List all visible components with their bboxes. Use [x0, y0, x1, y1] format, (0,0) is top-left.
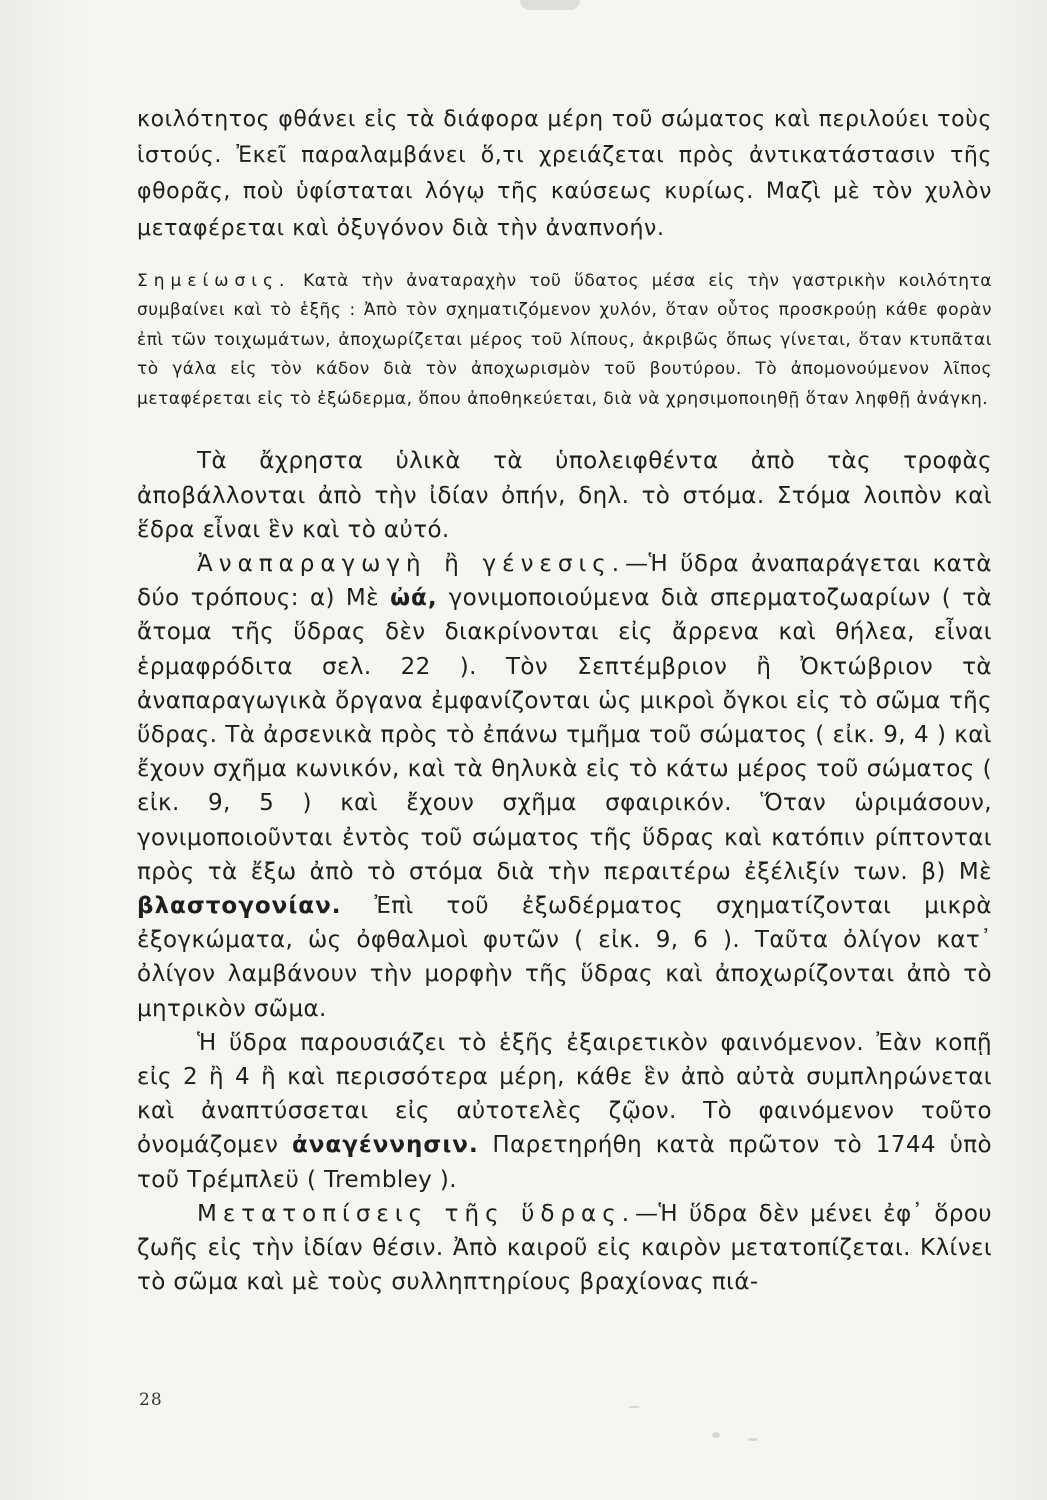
scan-smudge [712, 1432, 720, 1438]
page-number: 28 [139, 1390, 163, 1410]
regeneration-term: ἀναγέννησιν. [291, 1132, 479, 1159]
page-body [137, 102, 992, 1299]
note-text: Κατὰ τὴν ἀναταραχὴν τοῦ ὕδατος μέσα εἰς τὴν γαστρικὴν κοιλότητα συμβαίνει καὶ τὸ ἑξῆς : Ἀπὸ τὸν σχηματιζόμενον χυλόν, ὅταν οὗτος προσκρούῃ κάθε φορὰν ἐπὶ τῶν τοιχωμάτων, ἀποχωρίζεται μέρος τοῦ λίπους, ἀκριβῶς ὅπως γίνεται, ὅταν κτυπᾶται τὸ γάλα εἰς τὸν κάδον διὰ τὸν ἀποχωρισμὸν τοῦ βουτύρου. Τὸ ἀπομονούμενον λῖπος μεταφέρεται εἰς τὸ ἐξώδερμα, ὅπου ἀποθηκεύεται, διὰ νὰ χρησιμοποιηθῇ ὅταν ληφθῇ ἀνάγκη. [137, 270, 992, 409]
scan-smudge [748, 1438, 758, 1441]
scan-mark [520, 0, 580, 10]
reproduction-text-1: —Ἡ ὕδρα ἀναπαράγεται κατὰ δύο τρόπους: α) Μὲ [137, 550, 992, 612]
movement-text: —Ἡ ὕδρα δὲν μένει ἐφ᾽ ὅρου ζωῆς εἰς τὴν ἰδίαν θέσιν. Ἀπὸ καιροῦ εἰς καιρὸν μετατοπίζεται. Κλίνει τὸ σῶμα καὶ μὲ τοὺς συλληπτηρίους βραχίονας πιά- [137, 1200, 992, 1296]
scan-smudge [628, 1406, 640, 1408]
budding-term: βλαστογονίαν. [137, 892, 342, 919]
note-label: Σημείωσις. [137, 270, 291, 291]
note-paragraph [137, 267, 992, 415]
regeneration-text-2: Παρετηρήθη κατὰ πρῶτον τὸ 1744 ὑπὸ τοῦ Τρέμπλεϋ ( Trembley ). [137, 1132, 992, 1193]
reproduction-text-3: Ἐπὶ τοῦ ἐξωδέρματος σχηματίζονται μικρὰ ἐξογκώματα, ὡς ὀφθαλμοὶ φυτῶν ( εἰκ. 9, 6 ). Ταῦτα ὀλίγον κατ᾽ ὀλίγον λαμβάνουν τὴν μορφὴν τῆς ὕδρας καὶ ἀποχωρίζονται ἀπὸ τὸ μητρικὸν σῶμα. [137, 892, 992, 1022]
reproduction-heading: Ἀναπαραγωγὴ ἢ γένεσις. [197, 550, 626, 577]
movement-paragraph [137, 1197, 992, 1300]
regeneration-paragraph [137, 1026, 992, 1197]
movement-heading: Μετατοπίσεις τῆς ὕδρας. [197, 1200, 636, 1227]
paragraph-2: Τὰ ἄχρηστα ὑλικὰ τὰ ὑπολειφθέντα ἀπὸ τὰς τροφὰς ἀποβάλλονται ἀπὸ τὴν ἰδίαν ὀπήν, δηλ. τὸ στόμα. Στόμα λοιπὸν καὶ ἕδρα εἶναι ἓν καὶ τὸ αὐτό. [137, 448, 992, 543]
reproduction-paragraph [137, 547, 992, 1026]
regeneration-text-1: Ἡ ὕδρα παρουσιάζει τὸ ἑξῆς ἐξαιρετικὸν φαινόμενον. Ἐὰν κοπῇ εἰς 2 ἢ 4 ἢ καὶ περισσότερα μέρη, κάθε ἓν ἀπὸ αὐτὰ συμπληρώνεται καὶ ἀναπτύσσεται εἰς αὐτοτελὲς ζῷον. Τὸ φαινόμενον τοῦτο ὀνομάζομεν [137, 1029, 992, 1159]
reproduction-text-2: γονιμοποιούμενα διὰ σπερματοζωαρίων ( τὰ ἄτομα τῆς ὕδρας δὲν διακρίνονται εἰς ἄρρενα καὶ θήλεα, εἶναι ἑρμαφρόδιτα σελ. 22 ). Τὸν Σεπτέμβριον ἢ Ὀκτώβριον τὰ ἀναπαραγωγικὰ ὄργανα ἐμφανίζονται ὡς μικροὶ ὄγκοι εἰς τὸ σῶμα τῆς ὕδρας. Τὰ ἀρσενικὰ πρὸς τὸ ἐπάνω τμῆμα τοῦ σώματος ( εἰκ. 9, 4 ) καὶ ἔχουν σχῆμα κωνικόν, καὶ τὰ θηλυκὰ εἰς τὸ κάτω μέρος τοῦ σώματος ( εἰκ. 9, 5 ) καὶ ἔχουν σχῆμα σφαιρικόν. Ὅταν ὡριμάσουν, γονιμοποιοῦνται ἐντὸς τοῦ σώματος τῆς ὕδρας καὶ κατόπιν ρίπτονται πρὸς τὰ ἔξω ἀπὸ τὸ στόμα διὰ τὴν περαιτέρω ἐξέλιξίν των. β) Μὲ [137, 585, 993, 885]
paragraph-1: κοιλότητος φθάνει εἰς τὰ διάφορα μέρη τοῦ σώματος καὶ περιλούει τοὺς ἱστούς. Ἐκεῖ παραλαμβάνει ὅ,τι χρειάζεται πρὸς ἀντικατάστασιν τῆς φθορᾶς, ποὺ ὑφίσταται λόγῳ τῆς καύσεως κυρίως. Μαζὶ μὲ τὸν χυλὸν μεταφέρεται καὶ ὀξυγόνον διὰ τὴν ἀναπνοήν. [137, 107, 992, 241]
eggs-term: ὠά, [390, 585, 438, 612]
